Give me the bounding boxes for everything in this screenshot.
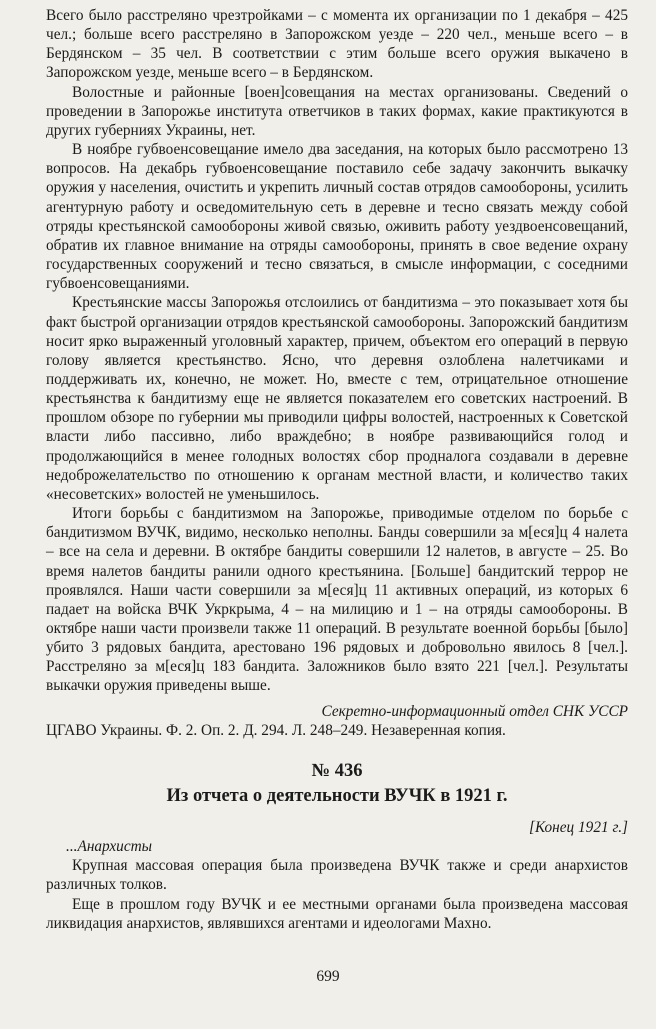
- paragraph-5: Итоги борьбы с бандитизмом на Запорожье, приводимые отделом по борьбе с бандитизмом ВУЧК, видимо, несколько неполны. Банды совершили за м[еся]ц 4 налета – все на села и деревни. В октябре бандиты совершили 12 налетов, в августе – 25. Во время налетов бандиты ранили одного крестьянина. [Больше] бандитский террор не проявлялся. Наши части совершили за м[еся]ц 11 активных операций, из которых 6 падает на войска ВЧК Укркрыма, 4 – на милицию и 1 – на отряды самообороны. В октябре наши части произвели также 11 операций. В результате военной борьбы [было] убито 3 рядовых бандита, арестовано 196 рядовых и добровольно явилось 8 [чел.]. Расстреляно за м[еся]ц 183 бандита. Заложников было взято 221 [чел.]. Результаты выкачки оружия приведены выше.: [46, 505, 628, 695]
- doc-paragraph-1: Крупная массовая операция была произведена ВУЧК также и среди анархистов различных толков.: [46, 857, 628, 894]
- document-title: Из отчета о деятельности ВУЧК в 1921 г.: [166, 785, 508, 806]
- document-number: № 436: [311, 760, 363, 781]
- paragraph-3: В ноябре губвоенсовещание имело два заседания, на которых было рассмотрено 13 вопросов. На декабрь губвоенсовещание поставило себе задачу закончить выкачку оружия у населения, очистить и укрепить личный состав отрядов самообороны, усилить агентурную работу и осведомительную сеть в деревне и тесно связать между собой отряды крестьянской самообороны живой связью, оживить работу уездвоенсовещаний, обратив их главное внимание на отряды самообороны, принять в свое ведение охрану государственных сооружений и тесно связаться, в смысле информации, с соседними губвоенсовещаниями.: [46, 141, 628, 293]
- section-heading: ...Анархисты: [66, 838, 153, 856]
- paragraph-2: Волостные и районные [воен]совещания на местах организованы. Сведений о проведении в Запорожье института ответчиков в таких формах, какие практикуются в других губерниях Украины, нет.: [46, 83, 628, 139]
- paragraph-4: Крестьянские массы Запорожья отслоились от бандитизма – это показывает хотя бы факт быстрой организации отрядов крестьянской самообороны. Запорожский бандитизм носит ярко выраженный уголовный характер, причем, объектом его операций в первую голову является крестьянство. Ясно, что деревня озлоблена налетчиками и поддерживать их, конечно, не может. Но, вместе с тем, отрицательное отношение крестьянства к бандитизму еще не является показателем его советских настроений. В прошлом обзоре по губернии мы приводили цифры волостей, настроенных к Советской власти либо пассивно, либо враждебно; в ноябре развивающийся голод и продолжающийся в менее голодных волостях сбор продналога создавали в деревне недоброжелательство по отношению к органам местной власти, и количество таких «несоветских» волостей не уменьшилось.: [46, 294, 628, 503]
- paragraph-1: Всего было расстреляно чрезтройками – с момента их организации по 1 декабря – 425 чел.; больше всего расстреляно в Запорожском уезде – 220 чел., меньше всего – в Бердянском – 35 чел. В соответствии с этим больше всего оружия выкачено в Запорожском уезде, меньше всего – в Бердянском.: [46, 7, 628, 82]
- page-number: 699: [316, 968, 340, 985]
- doc-paragraph-2: Еще в прошлом году ВУЧК и ее местными органами была произведена массовая ликвидация анархистов, являвшихся агентами и идеологами Махно.: [46, 895, 628, 932]
- archive-source: ЦГАВО Украины. Ф. 2. Оп. 2. Д. 294. Л. 248–249. Незаверенная копия.: [46, 721, 506, 739]
- date-note: [Конец 1921 г.]: [529, 818, 628, 836]
- signature: Секретно-информационный отдел СНК УССР: [321, 702, 628, 720]
- page-body: [46, 6, 628, 933]
